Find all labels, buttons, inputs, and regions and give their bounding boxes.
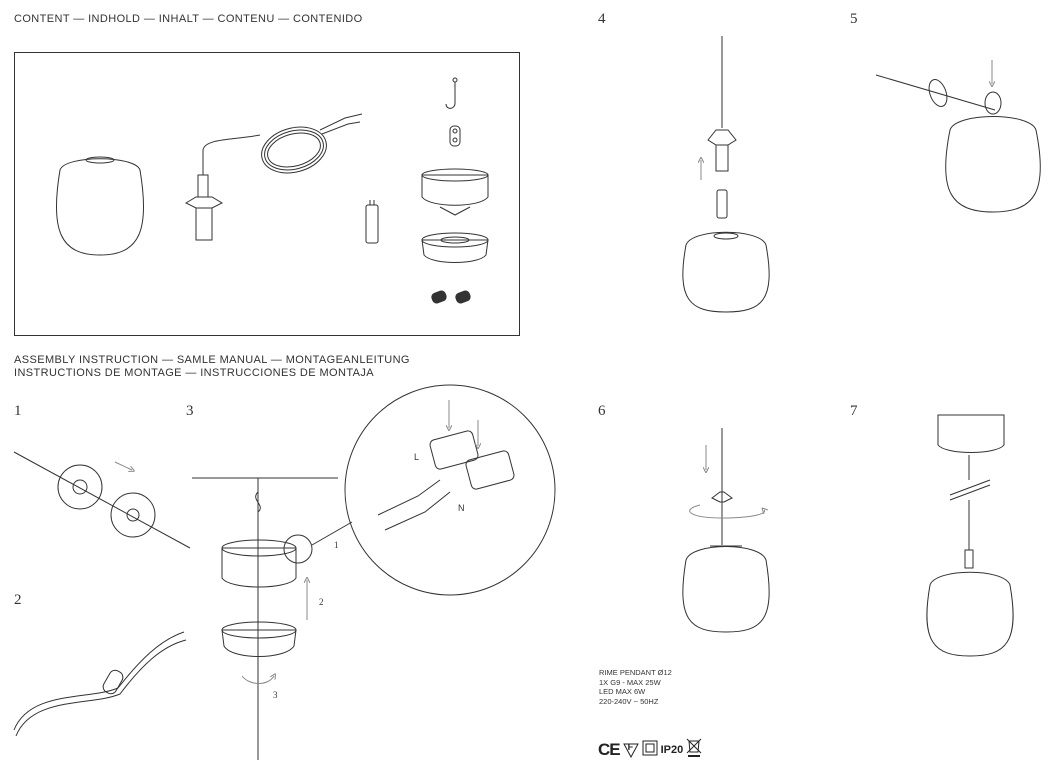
spec-bulb: 1X G9 - MAX 25W bbox=[599, 677, 661, 687]
step-2-drawing bbox=[14, 632, 186, 736]
canopy-cover bbox=[422, 233, 488, 263]
cable-clip bbox=[450, 126, 460, 146]
step-7-drawing bbox=[927, 415, 1013, 656]
product-specs bbox=[599, 668, 672, 706]
g9-bulb bbox=[366, 200, 378, 243]
step-5-number: 5 bbox=[850, 11, 858, 27]
step-1-drawing bbox=[14, 452, 190, 548]
step-4-drawing bbox=[683, 36, 769, 312]
weee-bin-icon bbox=[686, 738, 702, 761]
content-heading: CONTENT — INDHOLD — INHALT — CONTENU — CONTENIDO bbox=[14, 13, 363, 25]
step-3-number: 3 bbox=[186, 403, 194, 419]
step-1-number: 1 bbox=[14, 403, 22, 419]
socket-with-cable bbox=[186, 114, 362, 240]
class-ii-icon bbox=[642, 740, 658, 759]
callout-1: 1 bbox=[334, 540, 339, 550]
lamp-shade-icon bbox=[56, 157, 143, 255]
wire-connectors bbox=[431, 290, 472, 304]
assembly-heading-line1: ASSEMBLY INSTRUCTION — SAMLE MANUAL — MONTAGEANLEITUNG bbox=[14, 354, 410, 366]
step-6-drawing bbox=[683, 428, 769, 632]
step-5-drawing bbox=[876, 60, 1040, 212]
assembly-heading-line2: INSTRUCTIONS DE MONTAGE — INSTRUCCIONES DE MONTAJA bbox=[14, 367, 374, 379]
step-3-drawing bbox=[192, 385, 555, 760]
step-4-number: 4 bbox=[598, 11, 606, 27]
step-7-number: 7 bbox=[850, 403, 858, 419]
f-mark-letter: F bbox=[627, 741, 634, 752]
spec-voltage: 220-240V ~ 50HZ bbox=[599, 696, 659, 706]
ceiling-hook-icon bbox=[446, 78, 457, 108]
step-2-number: 2 bbox=[14, 592, 22, 608]
ip-rating: IP20 bbox=[660, 743, 684, 756]
step-6-number: 6 bbox=[598, 403, 606, 419]
wire-label-live: L bbox=[414, 452, 420, 462]
spec-led: LED MAX 6W bbox=[599, 687, 646, 696]
callout-2: 2 bbox=[319, 597, 324, 607]
spec-model: RIME PENDANT Ø12 bbox=[599, 668, 672, 677]
f-mark-icon bbox=[623, 742, 639, 758]
ce-mark-icon: CE bbox=[598, 739, 620, 759]
canopy-cup bbox=[422, 169, 488, 215]
certification-marks bbox=[598, 738, 702, 761]
wire-label-neutral: N bbox=[458, 503, 465, 513]
callout-3: 3 bbox=[273, 690, 278, 700]
